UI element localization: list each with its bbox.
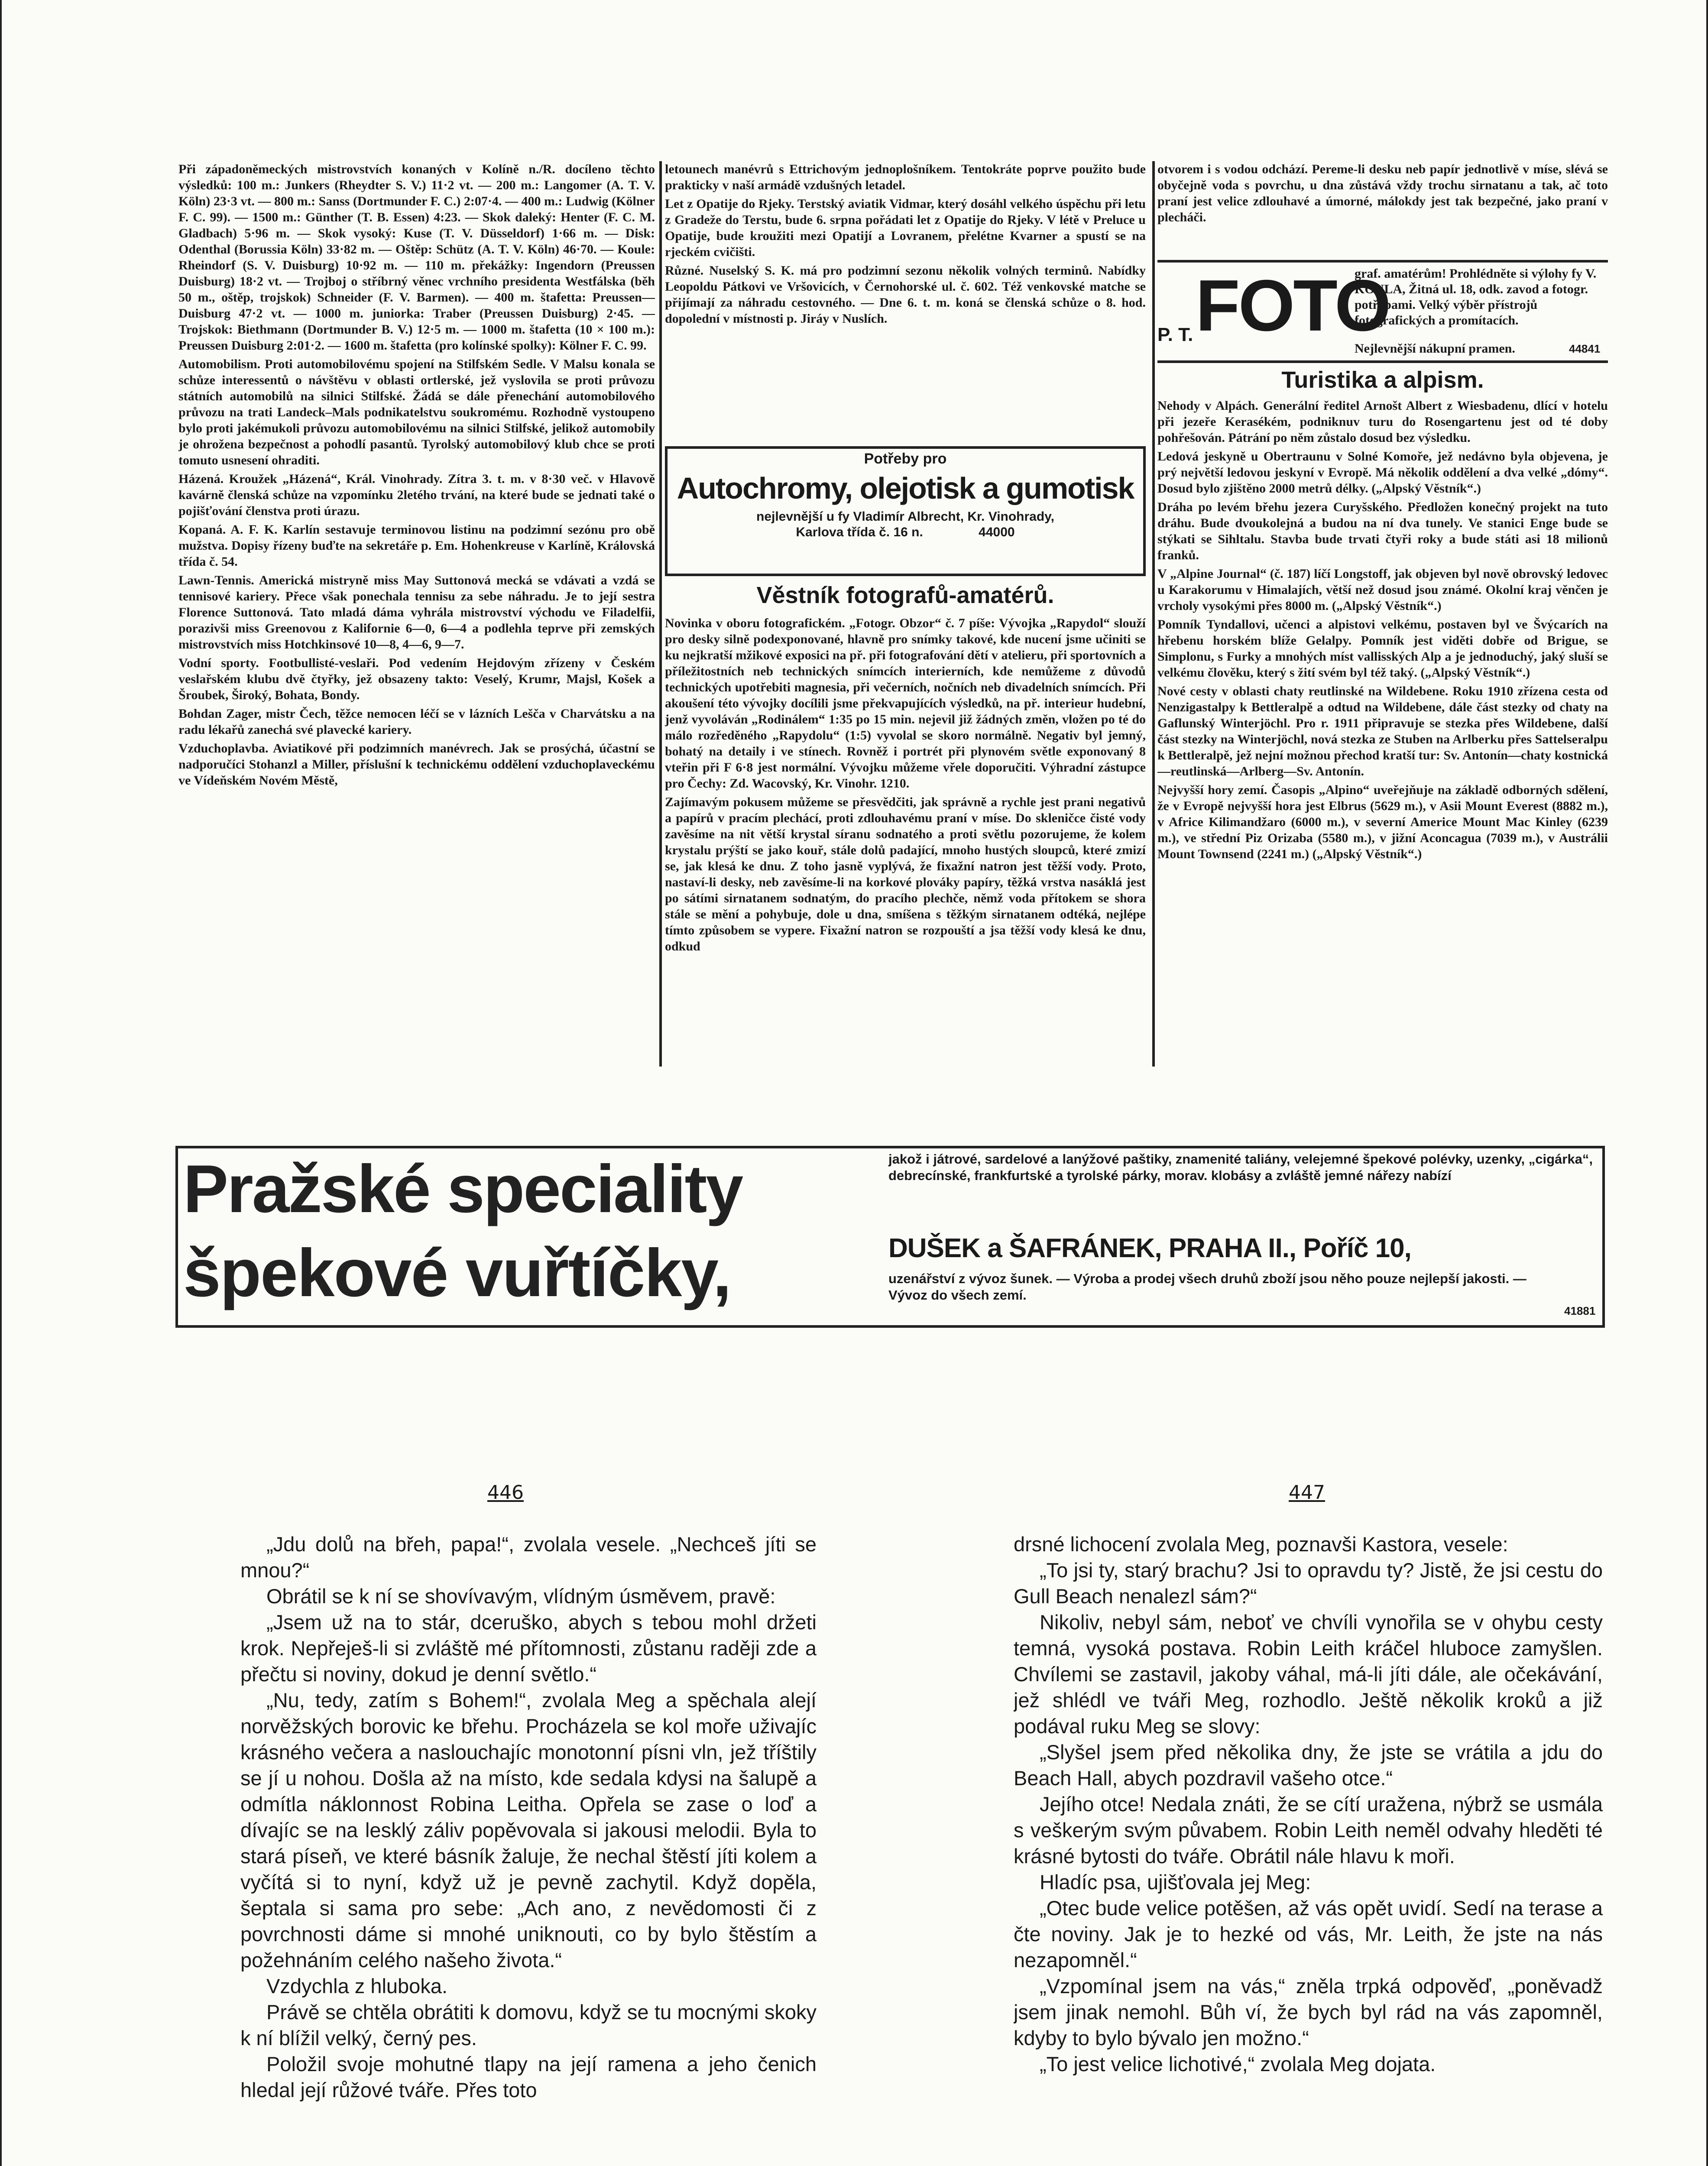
page-number-right: 447 xyxy=(1289,1482,1325,1504)
novel-paragraph: Hladíc psa, ujišťovala jej Meg: xyxy=(1040,1871,1311,1894)
foto-logo: FOTO xyxy=(1196,265,1390,346)
paragraph: Ledová jeskyně u Obertraunu v Solné Komoře, jež nedávno byla objevena, je prý největší ledovou jeskyní v Evropě. Má několik oddělení a dva velké „dómy“. Dosud bylo zjištěno 2000 metrů délky. („Alpský Věstník“.) xyxy=(1157,449,1608,496)
sports-column xyxy=(178,161,655,1067)
novel-paragraph: „To jest velice lichotivé,“ zvolala Meg dojata. xyxy=(1040,2053,1436,2075)
paragraph: Lawn-Tennis. Americká mistryně miss May Suttonová mecká se vdávati a vzdá se tennisové kariery. Přece však ponechala tennisu za sebe náhradu. Je to její sestra Florence Suttonová. Tato mladá dáma vyhrála mistrovství východu ve Filadelfii, porazivši miss Greenovou z Kalifornie 6—0, 6—4 a podlehla teprve při zemských mistrovstvích miss Hotchkinsové 10—8, 4—6, 9—7. xyxy=(178,573,655,652)
paragraph: Nehody v Alpách. Generální ředitel Arnošt Albert z Wiesbadenu, dlící v hotelu při jezeře Kerasékém, podniknuv turu do Rosengartenu jest od té doby pohřešován. Pátrání po něm zůstalo dosud bez výsledku. xyxy=(1157,399,1608,445)
novel-paragraph: „Slyšel jsem před několika dny, že jste se vrátila a jdu do Beach Hall, abych pozdravil vašeho otce.“ xyxy=(1014,1741,1603,1790)
paragraph: Různé. Nuselský S. K. má pro podzimní sezonu několik volných terminů. Nabídky Leopoldu Pátkovi ve Vršovicích, v Černohorské ul. č. 602. Též venkovské matche se přijímají za náhradu cestovného. — Dne 6. t. m. koná se členská schůze o 8. hod. dopolední v místnosti p. Jiráy v Nuslích. xyxy=(665,263,1146,326)
aviation-column xyxy=(665,161,1146,443)
novel-page-right xyxy=(1014,1531,1603,2166)
banner-products: jakož i játrové, sardelové a lanýžové paštiky, znamenité taliány, velejemné špekové polévky, uzenky, „cigárka“, debrecínské, frankfurtské a tyrolské párky, morav. klobásy a zvláště jemné nářezy nabízí xyxy=(888,1151,1593,1183)
foto-slogan: Nejlevnější nákupní pramen. xyxy=(1355,341,1515,356)
banner-services: uzenářství z vývoz šunek. — Výroba a prodej všech druhů zboží jsou něho pouze nejlepší jakosti. — Vývoz do všech zemí. xyxy=(888,1271,1527,1303)
paragraph: Dráha po levém břehu jezera Curyšského. Předložen konečný projekt na tuto dráhu. Bude dvoukolejná a budou na ní dva tunely. Ve stanici Enge bude se stýkati se Sihltalu. Stavba bude trvati čtyři roky a bude státi asi 18 milionů franků. xyxy=(1157,500,1608,562)
section-heading: Věstník fotografů-amatérů. xyxy=(756,582,1054,608)
ad-line: Karlova třída č. 16 n. xyxy=(796,525,923,539)
novel-paragraph: drsné lichocení zvolala Meg, poznavši Kastora, vesele: xyxy=(1014,1533,1508,1556)
paragraph: Nové cesty v oblasti chaty reutlinské na Wildebene. Roku 1910 zřízena cesta od Nenzigastalpy k Bettleralpě a odtud na Wildebene, dále část stezky od chaty na Gaflunský Winterjöchl. Pro r. 1911 připravuje se stezka přes Wildebene, další část stezky na Winterjöchl, nová stezka ze Stuben na Arlberku přes Sattelseralpu k Bettleralpě, jež nejní možnou přechod kratší tur: Sv. Antonín—chaty kostnická—reutlinská—Arlberg—Sv. Antonín. xyxy=(1157,684,1608,778)
ad-line: nejlevnější u fy Vladimír Albrecht, Kr. Vinohrady, xyxy=(756,509,1054,524)
novel-paragraph: Vzdychla z hluboka. xyxy=(266,1975,448,1997)
novel-paragraph: Nikoliv, nebyl sám, neboť ve chvíli vynořila se v ohybu cesty temná, vysoká postava. Robin Leith kráčel hluboce zamyšlen. Chvílemi se zastavil, jakoby váhal, má-li jíti dále, ale očekávání, jež shlédl ve tváři Meg, rozhodlo. Ještě několik kroků a již podával ruku Meg se slovy: xyxy=(1014,1611,1603,1738)
column-divider xyxy=(1152,161,1155,1067)
novel-paragraph: Obrátil se k ní se shovívavým, vlídným úsměvem, pravě: xyxy=(266,1585,776,1608)
paragraph: Házená. Kroužek „Házená“, Král. Vinohrady. Zítra 3. t. m. v 8·30 več. v Hlavově kavárně členská schůze na vzpomínku 2letého trvání, na které bude se jednati také o pojišťování členstva proti úrazu. xyxy=(178,472,655,518)
specialties-advertisement xyxy=(175,1146,1605,1328)
photography-column xyxy=(665,615,1146,1066)
paragraph: Při západoněmeckých mistrovstvích konaných v Kolíně n./R. docíleno těchto výsledků: 100 m.: Junkers (Rheydter S. V.) 11·2 vt. — 200 m.: Langomer (A. T. V. Köln) 23·3 vt. — 800 m.: Sanss (Dortmunder F. C.) 2:07·4. — 400 m.: Ludwig (Kölner F. C. 99). — 1500 m.: Günther (T. B. Essen) 4:23. — Skok daleký: Henter (F. C. M. Gladbach) 5·96 m. — Skok vysoký: Kuse (T. V. Düsseldorf) 1·66 m. — Disk: Odenthal (Borussia Köln) 33·82 m. — Oštěp: Schütz (A. T. V. Köln) 46·70. — Koule: Rheindorf (S. V. Duisburg) 10·92 m. — 110 m. překážky: Ingendorn (Preussen Duisburg) 18·2 vt. — Trojboj o stříbrný věnec vrchního presidenta Westfálska (běh 50 m., oštěp, trojskok) Schneider (F. V. Barmen). — 400 m. štafetta: Preussen—Duisburg 47·2 vt. — 1000 m. juniorka: Traber (Preussen Duisburg) 2·45. — Trojskok: Biethmann (Dortmunder B. V.) 12·5 m. — 1000 m. štafetta (10 × 100 m.): Preussen Duisburg 2:01·2. — 1600 m. štafetta (pro kolínské spolky): Kölner F. C. 99. xyxy=(178,162,655,353)
novel-paragraph: „Jdu dolů na břeh, papa!“, zvolala vesele. „Nechceš jíti se mnou?“ xyxy=(240,1533,817,1582)
paragraph: Vodní sporty. Footbullisté-veslaři. Pod vedením Hejdovým zřízeny v Českém veslařském klubu dvě čtyřky, jež obsazeny takto: Veselý, Krumr, Majsl, Košek a Šroubek, Široký, Bohata, Bondy. xyxy=(178,656,655,702)
paragraph: Novinka v oboru fotografickém. „Fotogr. Obzor“ č. 7 píše: Vývojka „Rapydol“ slouží pro desky silně podexponované, hlavně pro snímky takové, kde nucení jsme učiniti se ku nejkratší mžikové exposici na př. při fotografování dětí v atelieru, při sportovních a příležitostních neb technických snímcích interierních, kde nemůžeme z důvodů technických upotřebiti magnesia, při večerních, nočních neb divadelních snímcích. Při akoušení této vývojky docílili jsme překvapujících výsledků, na př. interieur hudební, jenž vyvoláván „Rodinálem“ 1:35 po 15 min. nejevil již žádných změn, vložen po té do málo rozředěného „Rapydolu“ (1:5) vyvolal se skoro normálně. Negativ byl jemný, bohatý na detaily i ve stínech. Rovněž i portrét při plynovém světle exponovaný 8 vteřin při F 6·8 jest normální. Vývojku můžeme vřele doporučiti. Výhradní zástupce pro Čechy: Zd. Wacovský, Kr. Vinohr. 1210. xyxy=(665,616,1146,791)
tourism-column xyxy=(1157,398,1608,1067)
novel-paragraph: Jejího otce! Nedala znáti, že se cítí uražena, nýbrž se usmála s veškerým svým půvabem. Robin Leith neměl odvahy hleděti té krásné bytosti do tváře. Obrátil nále hlavu k moři. xyxy=(1014,1793,1603,1868)
banner-code: 41881 xyxy=(1564,1304,1596,1317)
novel-page-left xyxy=(240,1531,817,2166)
paragraph: Automobilism. Proti automobilovému spojení na Stilfském Sedle. V Malsu konala se schůze interessentů o návštěvu v oblasti ortlerské, jež vyslovila se proti průvozu státních automobilů na silnici Stilfské. Žádá se dále přenechání automobilového průvozu na trati Landeck–Mals podnikatelstvu soukromému. Rozhodně vystoupeno bylo proti jakémukoli průvozu automobilovému na silnici Stilfské, jelikož automobily je ohrožena bezpečnost a pohodlí pasantů. Tyrolský automobilový klub chce se proti tomuto usnesení ohraditi. xyxy=(178,357,655,467)
novel-paragraph: „To jsi ty, starý brachu? Jsi to opravdu ty? Jistě, že jsi cestu do Gull Beach nenalezl sám?“ xyxy=(1014,1559,1603,1608)
foto-advertisement xyxy=(1157,264,1608,360)
paragraph: Let z Opatije do Rjeky. Terstský aviatik Vidmar, který dosáhl velkého úspěchu při letu z Gradeže do Terstu, bude 6. srpna pořádati let z Opatije do Rjeky. V létě v Preluce u Opatije, bude kroužiti mezi Opatijí a Lovranem, přelétne Kvarner a spustí se na rjeckém cvičišti. xyxy=(665,197,1146,259)
paragraph: otvorem i s vodou odchází. Pereme-li desku neb papír jednotlivě v míse, slévá se obyčejně voda s povrchu, u dna zůstává vždy trochu sirnatanu a tak, ač toto praní jest velice zdlouhavé a úmorné, málokdy jest tak bezpečné, jako praní v plecháči. xyxy=(1157,162,1608,224)
ad-kicker: Potřeby pro xyxy=(864,451,947,467)
ad-line-wrap xyxy=(668,525,1143,540)
paragraph: Nejvyšší hory zemí. Časopis „Alpino“ uveřejňuje na základě odborných sdělení, že v Evropě nejvyšší hora jest Elbrus (5629 m.), v Asii Mount Everest (8882 m.), v Africe Kilimandžaro (6000 m.), v severní Americe Mount Mac Kinley (6239 m.), ve střední Piz Orizaba (5580 m.), v jižní Aconcagua (7039 m.), v Austrálii Mount Townsend (2241 m.) („Alpský Věstník“.) xyxy=(1157,783,1608,861)
novel-paragraph: „Nu, tedy, zatím s Bohem!“, zvolala Meg a spěchala alejí norvěžských borovic ke břehu. Procházela se kol moře uživajíc krásného večera a naslouchajíc monotonní písni vln, jež tříštily se jí u nohou. Došla až na místo, kde sedala kdysi na šalupě a odmítla náklonnost Robina Leitha. Opřela se zase o loď a dívajíc se na lesklý záliv popěvovala si jakousi melodii. Byla to stará píseň, ve které básník žaluje, že nechal štěstí jíti kolem a vyčítá si to nyní, když už je pevně zachytil. Když dopěla, šeptala si sama pro sebe: „Ach ano, z nevědomosti či z povrchnosti dáme si mnohé uniknouti, co by bylo štěstím a požehnáním celého našeho života.“ xyxy=(240,1689,817,1971)
foto-prefix: P. T. xyxy=(1157,324,1193,345)
paragraph: letounech manévrů s Ettrichovým jednoplošníkem. Tentokráte poprve použito bude prakticky v naší armádě vzdušných letadel. xyxy=(665,162,1146,192)
paragraph: Kopaná. A. F. K. Karlín sestavuje terminovou listinu na podzimní sezónu pro obě mužstva. Dopisy řízeny buďte na sekretáře p. Em. Hohenkreuse v Karlíně, Královská třída č. 54. xyxy=(178,522,655,569)
novel-paragraph: Položil svoje mohutné tlapy na její ramena a jeho čenich hledal její růžové tváře. Přes toto xyxy=(240,2053,817,2101)
autochromy-advertisement xyxy=(665,446,1146,576)
ad-code: 44000 xyxy=(979,525,1015,539)
paragraph: Pomník Tyndallovi, učenci a alpistovi velkému, postaven byl ve Švýcarích na hřebenu horském blíže Gelalpy. Pomník jest viděti dobře od Brigue, se Simplonu, s Furky a mnohých míst vallisských Alp a je jednoduchý, jaký sluší se velkému člověku, který s žití svém byl též taký. („Alpský Věstník“.) xyxy=(1157,617,1608,680)
continuation-column xyxy=(1157,161,1608,256)
novel-paragraph: „Jsem už na to stár, dceruško, abych s tebou mohl držeti krok. Nepřeješ-li si zvláště mé přítomnosti, zůstanu raději zde a přečtu si noviny, dokud je denní světlo.“ xyxy=(240,1611,817,1686)
section-heading: Turistika a alpism. xyxy=(1281,367,1484,393)
ad-title: Autochromy, olejotisk a gumotisk xyxy=(677,471,1134,505)
foto-text: graf. amatérům! Prohlédněte si výlohy fy V. KOULA, Žitná ul. 18, odk. zavod a fotogr. potřebami. Velký výběr přístrojů fotografických a promítacích. xyxy=(1355,266,1597,327)
foto-code: 44841 xyxy=(1569,342,1601,355)
rule xyxy=(1157,260,1608,263)
novel-paragraph: „Vzpomínal jsem na vás,“ zněla trpká odpověď, „poněvadž jsem jinak nemohl. Bůh ví, že bych byl rád na vás zapomněl, kdyby to bylo bývalo jen možno.“ xyxy=(1014,1975,1603,2049)
banner-firm: DUŠEK a ŠAFRÁNEK, PRAHA II., Poříč 10, xyxy=(888,1233,1411,1263)
novel-paragraph: „Otec bude velice potěšen, až vás opět uvidí. Sedí na terase a čte noviny. Jak je to hezké od vás, Mr. Leith, že jste na nás nezapomněl.“ xyxy=(1014,1897,1603,1971)
page-number-left: 446 xyxy=(487,1482,524,1504)
paragraph: Zajímavým pokusem můžeme se přesvědčiti, jak správně a rychle jest prani negativů a papírů v pracím plechácí, proti zdlouhavému praní v míse. Do skleničce čisté vody zavěsíme na nit větší krystal síranu sodnatého a proti světlu pozorujeme, že kolem krystalu prýští se jako kouř, stále dolů padající, mnoho hustých sloupců, které zmizí se, jak klesá ke dnu. Z toho jasně vyplývá, že fixažní natron jest těžší vody. Proto, nastaví-li desky, neb zavěsíme-li na korkové plováky papíry, těžká vrstva nasáklá jest po sátími sirnatanem sodnatým, do pracího plechče, němž voda přítokem se shora stále se mění a pohybuje, dole u dna, smíšena s těžkým sirnatanem odtéká, nejlépe tímto způsobem se vypere. Fixažní natron se rozpouští a jsa těžší vody klesá ke dnu, odkud xyxy=(665,795,1146,953)
rule xyxy=(1157,360,1608,363)
paragraph: Bohdan Zager, mistr Čech, těžce nemocen léčí se v lázních Lešča v Charvátsku a na radu lékařů zanechá své plavecké kariery. xyxy=(178,707,655,737)
column-divider xyxy=(659,161,662,1067)
novel-paragraph: Právě se chtěla obrátiti k domovu, když se tu mocnými skoky k ní blížil velký, černý pes. xyxy=(240,2001,817,2049)
banner-headline: Pražské speciality xyxy=(183,1151,742,1227)
banner-subheadline: špekové vuřtíčky, xyxy=(183,1235,731,1311)
paragraph: Vzduchoplavba. Aviatikové při podzimních manévrech. Jak se prosýchá, účastní se nadporučíci Stohanzl a Miller, příslušní k technickému oddělení vzduchoplaveckému ve Vídeňském Novém Městě, xyxy=(178,741,655,788)
paragraph: V „Alpine Journal“ (č. 187) líčí Longstoff, jak objeven byl nově obrovský ledovec u Karakorumu v Himalajích, větší než dosud jsou známé. Okolní kraj věnčen je vrcholy vysokými přes 8000 m. („Alpský Věstník“.) xyxy=(1157,567,1608,613)
